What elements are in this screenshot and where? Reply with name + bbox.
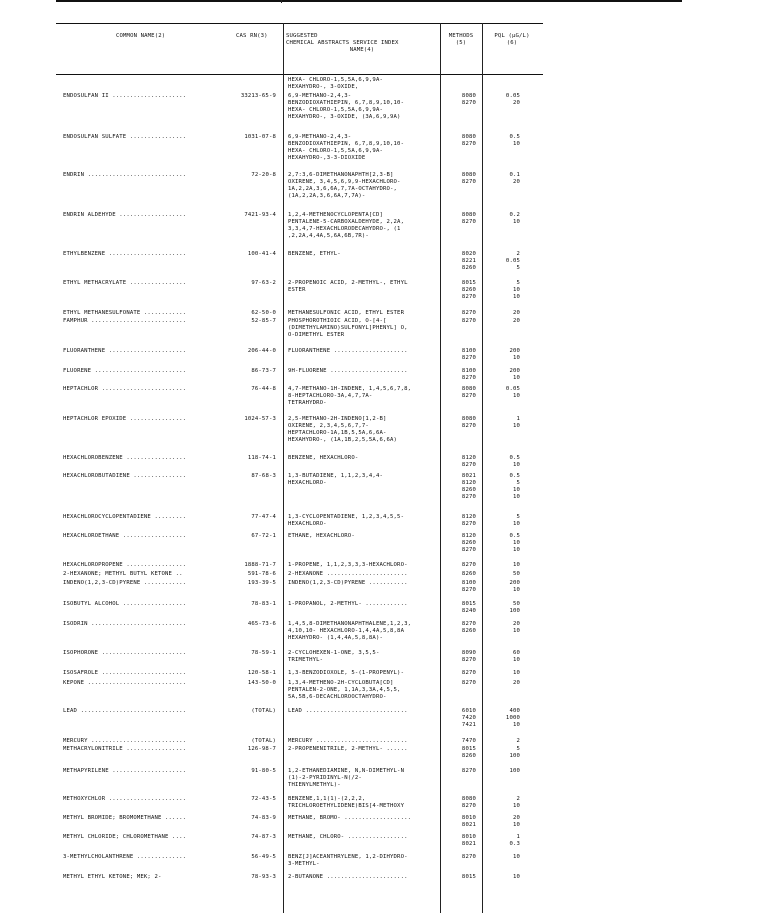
cas-rn-cell: 56-49-5 — [251, 854, 276, 860]
pql-cell: 20 — [512, 318, 520, 324]
common-name-cell: FLUORENE .......................... — [63, 368, 187, 374]
methods-cell: 8270 — [461, 670, 476, 676]
index-name-cell: 2-CYCLOHEXEN-1-ONE, 3,5,5- TRIMETHYL- — [288, 650, 380, 664]
pql-cell: 400 1000 10 — [505, 708, 520, 729]
cas-rn-cell: 193-39-5 — [247, 580, 276, 586]
index-name-cell: LEAD ............................. — [288, 708, 408, 714]
methods-cell: 8270 — [461, 310, 476, 316]
index-name-cell: FLUORANTHENE ..................... — [288, 348, 408, 354]
common-name-cell: HEXACHLOROPROPENE ................. — [63, 562, 187, 568]
methods-cell: 8010 8021 — [461, 815, 476, 829]
index-name-cell: 1-PROPANOL, 2-METHYL- ............ — [288, 601, 408, 607]
pql-cell: 100 — [509, 768, 520, 774]
pql-cell: 0.5 5 10 10 — [509, 473, 520, 501]
common-name-cell: ENDOSULFAN SULFATE ................ — [63, 134, 187, 140]
cas-rn-cell: 76-44-8 — [251, 386, 276, 392]
common-name-cell: METHYL ETHYL KETONE; MEK; 2- — [63, 874, 162, 880]
common-name-cell: ISOSAFROLE ........................ — [63, 670, 187, 676]
index-name-cell: 6,9-METHANO-2,4,3- BENZODIOXATHIEPIN, 6,7,8,9,10,10- HEXA- CHLORO-1,5,5A,6,9,9A- HEXAHYDRO-,3-3-DIOXIDE — [288, 134, 405, 162]
index-name-cell: 2,5-METHANO-2H-INDENO[1,2-B] OXIRENE, 2,3,4,5,6,7,7- HEPTACHLORO-1A,1B,5,5A,6,6A- HEXAHYDRO-, (1A,1B,2,5,5A,6,6A) — [288, 416, 398, 444]
index-name-cell: BENZENE, HEXACHLORO- — [288, 455, 359, 461]
index-name-cell: 2,7:3,6-DIMETHANONAPHTH[2,3-B] OXIRENE, 3,4,5,6,9,9-HEXACHLORO- 1A,2,2A,3,6,6A,7,7A-OCTAHYDRO-, (1A,2,2A,3,6,6A,7,7A)- — [288, 172, 401, 200]
index-name-cell: METHANE, BROMO- ................... — [288, 815, 412, 821]
index-name-cell: METHANESULFONIC ACID, ETHYL ESTER — [288, 310, 405, 316]
common-name-cell: 2-HEXANONE; METHYL BUTYL KETONE .. — [63, 571, 183, 577]
cas-rn-cell: 86-73-7 — [251, 368, 276, 374]
methods-cell: 8080 8270 — [461, 134, 476, 148]
pql-cell: 5 100 — [509, 746, 520, 760]
pql-cell: 0.1 20 — [509, 172, 520, 186]
pql-cell: 60 10 — [512, 650, 520, 664]
index-name-cell: 1,2-ETHANEDIAMINE, N,N-DIMETHYL-N (1)-2-PYRIDINYL-N(/2- THIENYLMETHYL)- — [288, 768, 405, 789]
cas-rn-cell: 62-50-0 — [251, 310, 276, 316]
index-name-cell: ETHANE, HEXACHLORO- — [288, 533, 355, 539]
common-name-cell: HEXACHLOROBUTADIENE ............... — [63, 473, 187, 479]
pql-cell: 20 10 — [512, 621, 520, 635]
methods-cell: 8080 8270 — [461, 386, 476, 400]
common-name-cell: INDENO(1,2,3-CD)PYRENE ............ — [63, 580, 187, 586]
cas-rn-cell: 77-47-4 — [251, 514, 276, 520]
cas-rn-cell: 206-44-0 — [247, 348, 276, 354]
pql-cell: 0.5 10 — [509, 134, 520, 148]
cas-rn-cell: 87-68-3 — [251, 473, 276, 479]
cas-rn-cell: 97-63-2 — [251, 280, 276, 286]
column-divider — [440, 23, 441, 913]
methods-cell: 8260 — [461, 571, 476, 577]
cas-rn-cell: 74-83-9 — [251, 815, 276, 821]
index-name-cell: METHANE, CHLORO- ................. — [288, 834, 408, 840]
cas-rn-cell: 143-50-0 — [247, 680, 276, 686]
pql-cell: 2 — [516, 738, 520, 744]
methods-cell: 8080 8270 — [461, 172, 476, 186]
common-name-cell: ENDRIN ............................ — [63, 172, 187, 178]
index-name-cell: 2-PROPENENITRILE, 2-METHYL- ...... — [288, 746, 408, 752]
cas-rn-cell: 126-98-7 — [247, 746, 276, 752]
cas-rn-cell: 74-87-3 — [251, 834, 276, 840]
index-name-cell: 4,7-METHANO-1H-INDENE, 1,4,5,6,7,8, 8-HEPTACHLORO-3A,4,7,7A- TETRAHYDRO- — [288, 386, 412, 407]
methods-cell: 8015 — [461, 874, 476, 880]
methods-cell: 8080 8270 — [461, 796, 476, 810]
common-name-cell: KEPONE ............................ — [63, 680, 187, 686]
cas-rn-cell: 78-59-1 — [251, 650, 276, 656]
common-name-cell: METHYL BROMIDE; BROMOMETHANE ...... — [63, 815, 187, 821]
column-divider — [283, 23, 284, 913]
common-name-cell: ISODRIN ........................... — [63, 621, 187, 627]
cas-rn-cell: 78-93-3 — [251, 874, 276, 880]
index-name-cell: 6,9-METHANO-2,4,3- BENZODIOXATHIEPIN, 6,7,8,9,10,10- HEXA- CHLORO-1,5,5A,6,9,9A- HEXAHYDRO-, 3-OXIDE, (3A,6,9,9A) — [288, 93, 405, 121]
methods-cell: 8015 8260 8270 — [461, 280, 476, 301]
index-name-cell: INDENO(1,2,3-CD)PYRENE ........... — [288, 580, 408, 586]
cas-rn-cell: 120-58-1 — [247, 670, 276, 676]
top-rule-tick — [281, 0, 282, 3]
pql-cell: 20 — [512, 680, 520, 686]
index-name-cell: 1,3-BUTADIENE, 1,1,2,3,4,4- HEXACHLORO- — [288, 473, 383, 487]
common-name-cell: 3-METHYLCHOLANTHRENE .............. — [63, 854, 187, 860]
common-name-cell: HEXACHLOROCYCLOPENTADIENE ......... — [63, 514, 187, 520]
cas-rn-cell: 465-73-6 — [247, 621, 276, 627]
methods-cell: 8120 8270 — [461, 455, 476, 469]
pql-cell: 20 10 — [512, 815, 520, 829]
index-name-cell: MERCURY .......................... — [288, 738, 408, 744]
methods-cell: 8270 — [461, 768, 476, 774]
methods-cell: 8080 8270 — [461, 416, 476, 430]
common-name-cell: ENDRIN ALDEHYDE ................... — [63, 212, 187, 218]
pql-cell: 1 0.3 — [509, 834, 520, 848]
pql-cell: 0.5 10 10 — [509, 533, 520, 554]
common-name-cell: ETHYL METHANESULFONATE ............ — [63, 310, 187, 316]
index-name-cell: 1,3-BENZODIOXOLE, 5-(1-PROPENYL)- — [288, 670, 405, 676]
methods-cell: 8015 8260 — [461, 746, 476, 760]
index-name-cell: 2-PROPENOIC ACID, 2-METHYL-, ETHYL ESTER — [288, 280, 408, 294]
cas-rn-cell: 1031-07-8 — [244, 134, 276, 140]
header-index-name: SUGGESTED CHEMICAL ABSTRACTS SERVICE INDEX NAME(4) — [286, 33, 399, 54]
header-cas-rn: CAS RN(3) — [236, 33, 268, 39]
index-name-cell: 1,3-CYCLOPENTADIENE, 1,2,3,4,5,5- HEXACHLORO- — [288, 514, 405, 528]
methods-cell: 8080 8270 — [461, 93, 476, 107]
methods-cell: 8100 8270 — [461, 348, 476, 362]
common-name-cell: HEPTACHLOR EPOXIDE ................ — [63, 416, 187, 422]
cas-rn-cell: 72-43-5 — [251, 796, 276, 802]
pql-cell: 200 10 — [509, 368, 520, 382]
pql-cell: 10 — [512, 562, 520, 568]
common-name-cell: METHYL CHLORIDE; CHLOROMETHANE .... — [63, 834, 187, 840]
common-name-cell: ETHYLBENZENE ...................... — [63, 251, 187, 257]
common-name-cell: ISOBUTYL ALCOHOL .................. — [63, 601, 187, 607]
pql-cell: 1 10 — [512, 416, 520, 430]
table-top-rule — [56, 23, 543, 24]
pql-cell: 50 — [512, 571, 520, 577]
cas-rn-cell: 67-72-1 — [251, 533, 276, 539]
index-name-cell: BENZ[J]ACEANTHRYLENE, 1,2-DIHYDRO- 3-METHYL- — [288, 854, 408, 868]
common-name-cell: FAMPHUR ........................... — [63, 318, 187, 324]
index-name-cell: 2-BUTANONE ....................... — [288, 874, 408, 880]
header-methods: METHODS (5) — [448, 33, 474, 47]
index-name-cell: 1,3,4-METHENO-2H-CYCLOBUTA[CD] PENTALEN-2-ONE, 1,1A,3,3A,4,5,5, 5A,5B,6-DECACHLOROOCTAHYDRO- — [288, 680, 401, 701]
cas-rn-cell: 591-78-6 — [247, 571, 276, 577]
cas-rn-cell: (TOTAL) — [251, 738, 276, 744]
pql-cell: 0.2 10 — [509, 212, 520, 226]
common-name-cell: ETHYL METHACRYLATE ................ — [63, 280, 187, 286]
common-name-cell: HEPTACHLOR ........................ — [63, 386, 187, 392]
cas-rn-cell: 7421-93-4 — [244, 212, 276, 218]
common-name-cell: ISOPHORONE ........................ — [63, 650, 187, 656]
common-name-cell: METHOXYCHLOR ...................... — [63, 796, 187, 802]
common-name-cell: MERCURY ........................... — [63, 738, 187, 744]
pql-cell: 10 — [512, 670, 520, 676]
common-name-cell: HEXACHLOROBENZENE ................. — [63, 455, 187, 461]
methods-cell: 8015 8240 — [461, 601, 476, 615]
index-name-cell: BENZENE,1,1(1)-(2,2,2, TRICHLOROETHYLIDENE)BIS[4-METHOXY — [288, 796, 405, 810]
cas-rn-cell: 78-83-1 — [251, 601, 276, 607]
methods-cell: 8080 8270 — [461, 212, 476, 226]
index-name-cell: PHOSPHOROTHIOIC ACID, O-[4-[ (DIMETHYLAMINO)SULFONYL]PHENYL] O, O-DIMETHYL ESTER — [288, 318, 408, 339]
methods-cell: 8100 8270 — [461, 368, 476, 382]
pql-cell: 200 10 — [509, 580, 520, 594]
cas-rn-cell: 91-80-5 — [251, 768, 276, 774]
pql-cell: 20 — [512, 310, 520, 316]
pql-cell: 0.05 20 — [505, 93, 520, 107]
index-name-cell: 1,4,5,8-DIMETHANONAPHTHALENE,1,2,3, 4,10,10- HEXACHLORO-1,4,4A,5,8,8A HEXAHYDRO- (1,4,4A,5,8,8A)- — [288, 621, 412, 642]
pql-cell: 200 10 — [509, 348, 520, 362]
index-name-cell: 1,2,4-METHENOCYCLOPENTA[CD] PENTALENE-5-CARBOXALDEHYDE, 2,2A, 3,3,4,7-HEXACHLORODECAHYDRO-, (1 ,2,2A,4,4A,5,6A,6B,7R)- — [288, 212, 405, 240]
pql-cell: 0.05 10 — [505, 386, 520, 400]
header-bottom-rule — [56, 74, 543, 75]
methods-cell: 8270 — [461, 854, 476, 860]
pql-cell: 10 — [512, 854, 520, 860]
column-divider — [482, 23, 483, 913]
cas-rn-cell: 1024-57-3 — [244, 416, 276, 422]
methods-cell: 6010 7420 7421 — [461, 708, 476, 729]
methods-cell: 8270 — [461, 680, 476, 686]
pql-cell: 2 0.05 5 — [505, 251, 520, 272]
cas-rn-cell: 118-74-1 — [247, 455, 276, 461]
header-common-name: COMMON NAME(2) — [116, 33, 166, 39]
methods-cell: 8270 — [461, 318, 476, 324]
top-rule — [56, 0, 682, 2]
index-name-cell: HEXA- CHLORO-1,5,5A,6,9,9A- HEXAHYDRO-, 3-OXIDE, — [288, 77, 383, 91]
index-name-cell: 9H-FLUORENE ...................... — [288, 368, 408, 374]
cas-rn-cell: 100-41-4 — [247, 251, 276, 257]
common-name-cell: METHACRYLONITRILE ................. — [63, 746, 187, 752]
pql-cell: 2 10 — [512, 796, 520, 810]
methods-cell: 8120 8260 8270 — [461, 533, 476, 554]
methods-cell: 8270 8260 — [461, 621, 476, 635]
methods-cell: 8010 8021 — [461, 834, 476, 848]
methods-cell: 8021 8120 8260 8270 — [461, 473, 476, 501]
cas-rn-cell: 1888-71-7 — [244, 562, 276, 568]
methods-cell: 8090 8270 — [461, 650, 476, 664]
cas-rn-cell: 52-85-7 — [251, 318, 276, 324]
common-name-cell: HEXACHLOROETHANE .................. — [63, 533, 187, 539]
common-name-cell: LEAD .............................. — [63, 708, 187, 714]
cas-rn-cell: 72-20-8 — [251, 172, 276, 178]
common-name-cell: FLUORANTHENE ...................... — [63, 348, 187, 354]
index-name-cell: 2-HEXANONE ....................... — [288, 571, 408, 577]
pql-cell: 0.5 10 — [509, 455, 520, 469]
pql-cell: 10 — [512, 874, 520, 880]
methods-cell: 8270 — [461, 562, 476, 568]
index-name-cell: BENZENE, ETHYL- — [288, 251, 341, 257]
common-name-cell: ENDOSULFAN II ..................... — [63, 93, 187, 99]
index-name-cell: 1-PROPENE, 1,1,2,3,3,3-HEXACHLORO- — [288, 562, 408, 568]
header-pql: PQL (µG/L) (6) — [494, 33, 530, 47]
pql-cell: 5 10 — [512, 514, 520, 528]
methods-cell: 7470 — [461, 738, 476, 744]
pql-cell: 5 10 10 — [512, 280, 520, 301]
common-name-cell: METHAPYRILENE ..................... — [63, 768, 187, 774]
cas-rn-cell: 33213-65-9 — [240, 93, 276, 99]
pql-cell: 50 100 — [509, 601, 520, 615]
methods-cell: 8100 8270 — [461, 580, 476, 594]
methods-cell: 8120 8270 — [461, 514, 476, 528]
cas-rn-cell: (TOTAL) — [251, 708, 276, 714]
methods-cell: 8020 8221 8260 — [461, 251, 476, 272]
